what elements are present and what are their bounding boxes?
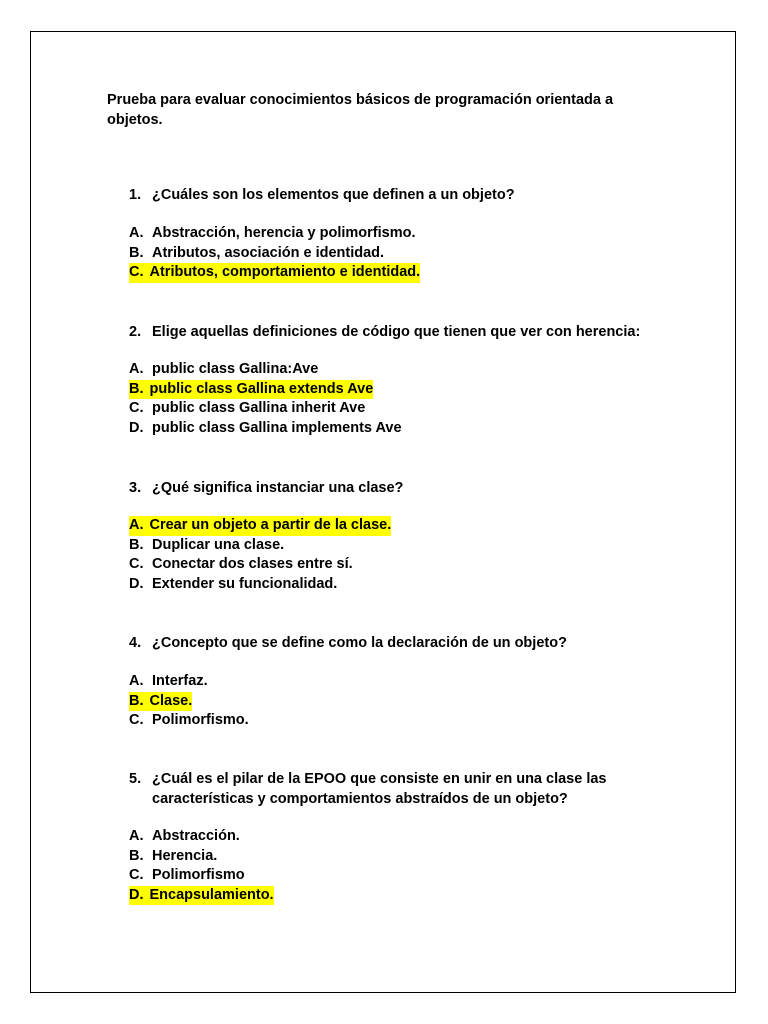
option-4a [129, 672, 669, 692]
question-3 [129, 478, 669, 498]
option-letter: B. [129, 847, 144, 864]
option-2d [129, 419, 669, 439]
option-text: public class Gallina inherit Ave [152, 400, 366, 416]
question-number: 3. [129, 480, 142, 496]
options-list-4 [129, 672, 669, 731]
question-text: ¿Cuál es el pilar de la EPOO que consiste en unir en una clase las características y comportamientos abstraídos de un objeto? [152, 771, 607, 807]
option-2c [129, 399, 669, 419]
option-3b [129, 536, 669, 556]
option-letter: B. [129, 380, 150, 400]
option-2b-correct [129, 380, 669, 400]
intro-text: Prueba para evaluar conocimientos básicos de programación orientada a objetos. [107, 92, 614, 128]
option-1c-correct [129, 263, 669, 283]
option-letter: B. [129, 244, 144, 261]
option-text: Clase. [150, 692, 193, 712]
options-list-5 [129, 827, 669, 905]
option-text: Conectar dos clases entre sí. [152, 556, 353, 572]
option-letter: C. [129, 712, 144, 728]
option-5c [129, 866, 669, 886]
option-text: Interfaz. [152, 673, 208, 689]
question-text: ¿Concepto que se define como la declaración de un objeto? [152, 635, 567, 651]
option-letter: B. [129, 536, 144, 553]
option-letter: A. [129, 673, 144, 689]
option-text: Abstracción. [152, 828, 240, 844]
option-text: Crear un objeto a partir de la clase. [150, 516, 392, 536]
option-4b-correct [129, 692, 669, 712]
option-2a [129, 360, 669, 380]
option-letter: C. [129, 263, 150, 283]
option-text: Encapsulamiento. [150, 886, 274, 906]
option-5a [129, 827, 669, 847]
options-list-1 [129, 224, 669, 283]
option-letter: C. [129, 556, 144, 572]
question-2 [129, 322, 669, 342]
question-number: 4. [129, 635, 142, 651]
option-letter: B. [129, 692, 150, 712]
option-5d-correct [129, 886, 669, 906]
option-letter: D. [129, 575, 144, 592]
option-text: Herencia. [152, 847, 218, 864]
option-1a [129, 224, 669, 244]
option-letter: A. [129, 516, 150, 536]
option-text: Polimorfismo [152, 867, 245, 883]
option-text: Polimorfismo. [152, 712, 249, 728]
option-text: Atributos, comportamiento e identidad. [150, 263, 421, 283]
question-text: ¿Cuáles son los elementos que definen a un objeto? [152, 187, 515, 203]
option-letter: A. [129, 225, 144, 241]
option-text: Duplicar una clase. [152, 536, 285, 553]
question-5 [129, 769, 669, 809]
option-letter: C. [129, 867, 144, 883]
option-text: public class Gallina extends Ave [150, 380, 374, 400]
option-letter: C. [129, 400, 144, 416]
option-text: public class Gallina implements Ave [152, 419, 402, 436]
question-4 [129, 633, 669, 653]
option-letter: A. [129, 361, 144, 377]
options-list-2 [129, 360, 669, 438]
option-4c [129, 711, 669, 731]
option-text: Atributos, asociación e identidad. [152, 244, 385, 261]
option-text: Abstracción, herencia y polimorfismo. [152, 225, 416, 241]
option-letter: A. [129, 828, 144, 844]
question-1 [129, 185, 669, 205]
question-number: 1. [129, 187, 142, 203]
question-text: Elige aquellas definiciones de código que tienen que ver con herencia: [152, 324, 641, 340]
option-5b [129, 847, 669, 867]
option-3c [129, 555, 669, 575]
option-letter: D. [129, 419, 144, 436]
option-3a-correct [129, 516, 669, 536]
option-3d [129, 575, 669, 595]
question-text: ¿Qué significa instanciar una clase? [152, 480, 404, 496]
question-number: 5. [129, 771, 142, 787]
option-text: public class Gallina:Ave [152, 361, 319, 377]
option-1b [129, 244, 669, 264]
options-list-3 [129, 516, 669, 594]
option-text: Extender su funcionalidad. [152, 575, 338, 592]
option-letter: D. [129, 886, 150, 906]
question-number: 2. [129, 324, 142, 340]
